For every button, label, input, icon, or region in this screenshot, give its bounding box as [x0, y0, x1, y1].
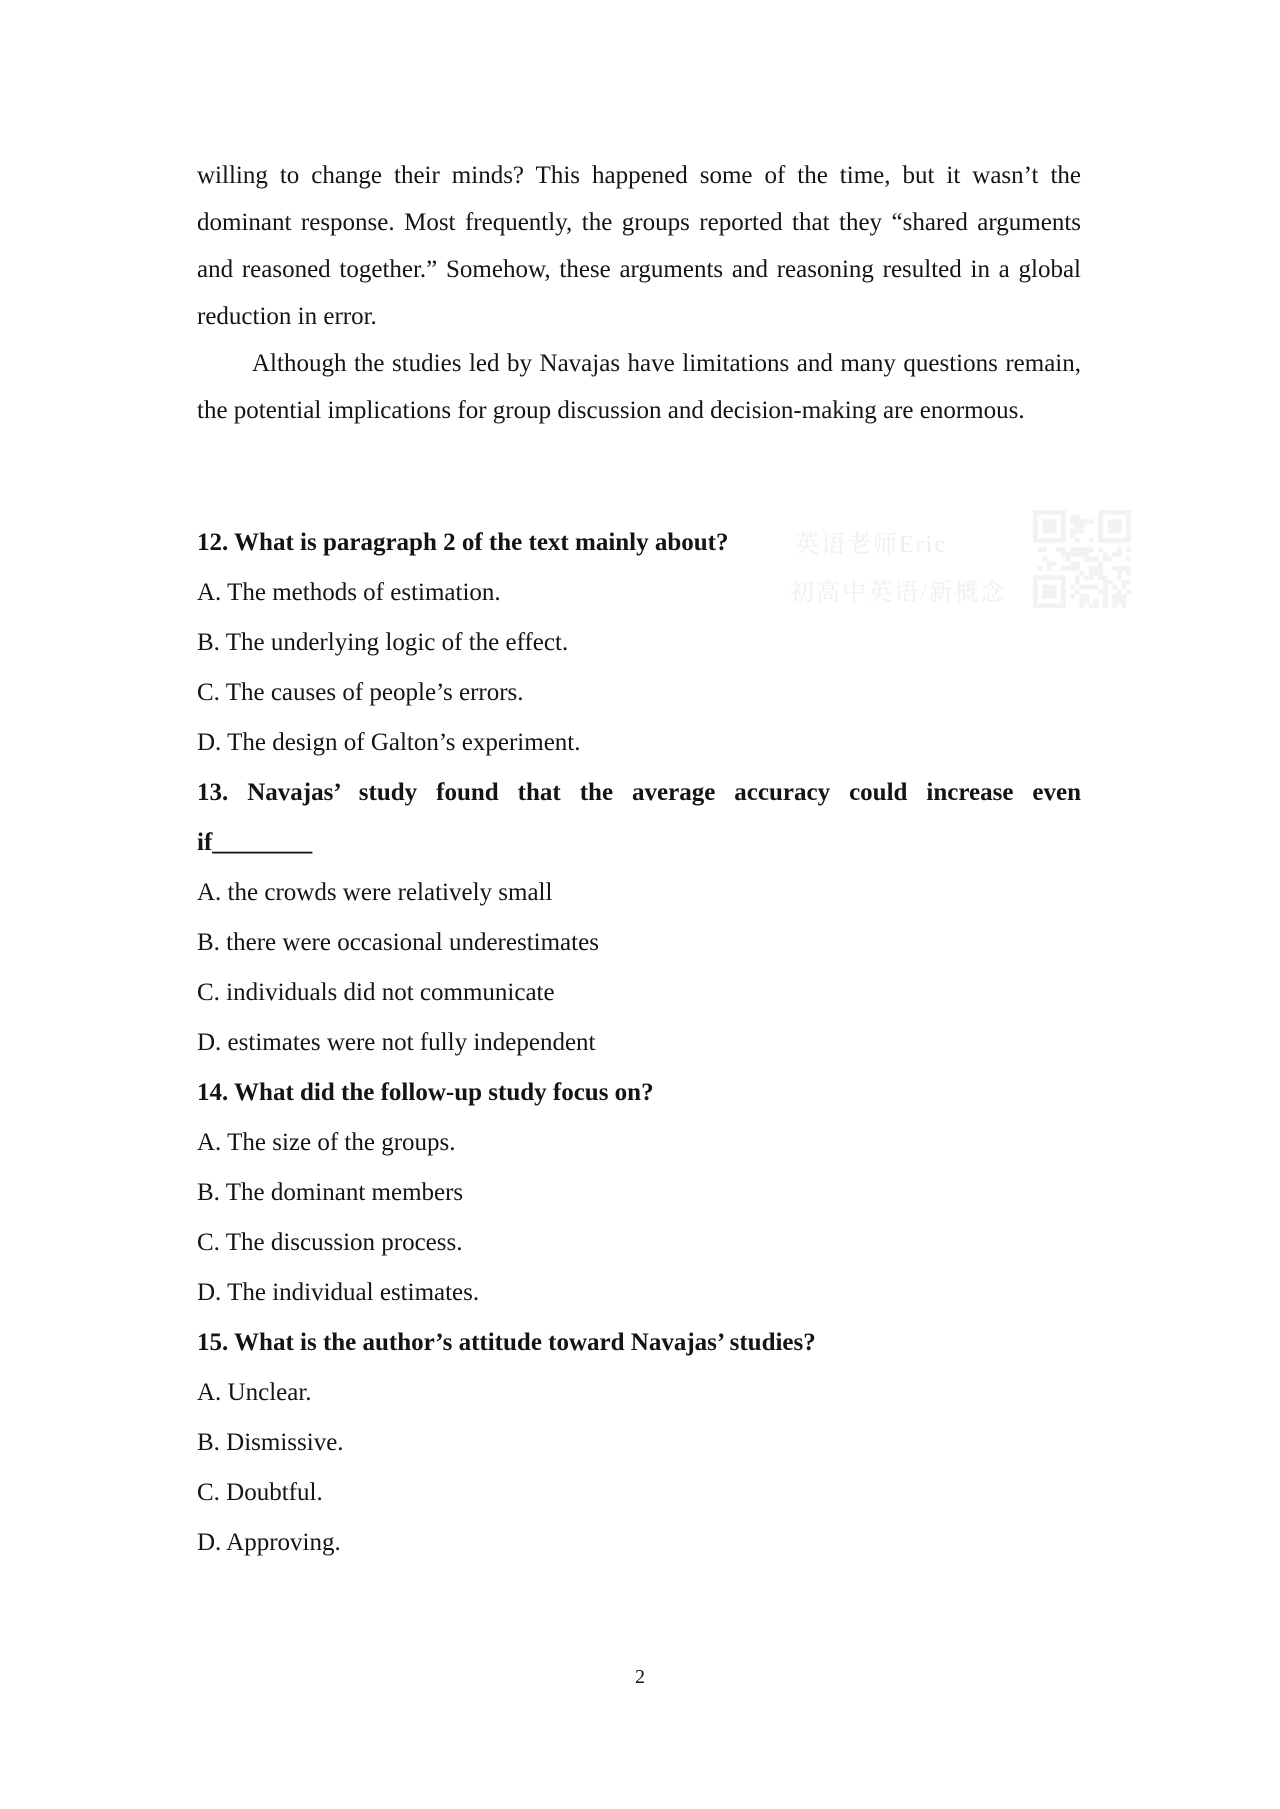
page-content [197, 152, 1081, 1568]
question-15-option-a: A. Unclear. [197, 1379, 312, 1406]
question-12-option-a: A. The methods of estimation. [197, 579, 501, 606]
passage-line: dominant response. Most frequently, the groups reported that they “shared arguments [197, 209, 1081, 236]
question-13-stem: 13. Navajas’ study found that the average accuracy could increase even [197, 779, 1081, 806]
question-15-option-d: D. Approving. [197, 1529, 341, 1556]
question-12-option-d: D. The design of Galton’s experiment. [197, 729, 581, 756]
passage-line: the potential implications for group discussion and decision-making are enormous. [197, 397, 1025, 424]
question-12-stem: 12. What is paragraph 2 of the text mainly about? [197, 529, 729, 556]
question-13-option-d: D. estimates were not fully independent [197, 1029, 596, 1056]
question-15-option-b: B. Dismissive. [197, 1429, 344, 1456]
question-12-option-c: C. The causes of people’s errors. [197, 679, 524, 706]
question-13-stem-line2: if________ [197, 829, 313, 856]
passage-line: and reasoned together.” Somehow, these arguments and reasoning resulted in a global [197, 256, 1081, 283]
question-15-option-c: C. Doubtful. [197, 1479, 323, 1506]
section-gap [197, 434, 1081, 518]
passage-line: Although the studies led by Navajas have limitations and many questions remain, [252, 350, 1081, 377]
question-12-option-b: B. The underlying logic of the effect. [197, 629, 569, 656]
passage-line: willing to change their minds? This happened some of the time, but it wasn’t the [197, 162, 1081, 189]
question-14-option-c: C. The discussion process. [197, 1229, 463, 1256]
question-14-option-d: D. The individual estimates. [197, 1279, 480, 1306]
question-14-option-a: A. The size of the groups. [197, 1129, 456, 1156]
question-13-option-a: A. the crowds were relatively small [197, 879, 553, 906]
question-14-option-b: B. The dominant members [197, 1179, 464, 1206]
watermark-text-line1: 英语老师Eric [795, 532, 947, 558]
watermark-text-line2: 初高中英语/新概念 [790, 580, 1007, 606]
question-13-option-c: C. individuals did not communicate [197, 979, 555, 1006]
page-number: 2 [635, 1666, 645, 1688]
passage-line: reduction in error. [197, 303, 377, 330]
question-15-stem: 15. What is the author’s attitude toward Navajas’ studies? [197, 1329, 816, 1356]
question-13-option-b: B. there were occasional underestimates [197, 929, 599, 956]
question-14-stem: 14. What did the follow-up study focus on? [197, 1079, 654, 1106]
